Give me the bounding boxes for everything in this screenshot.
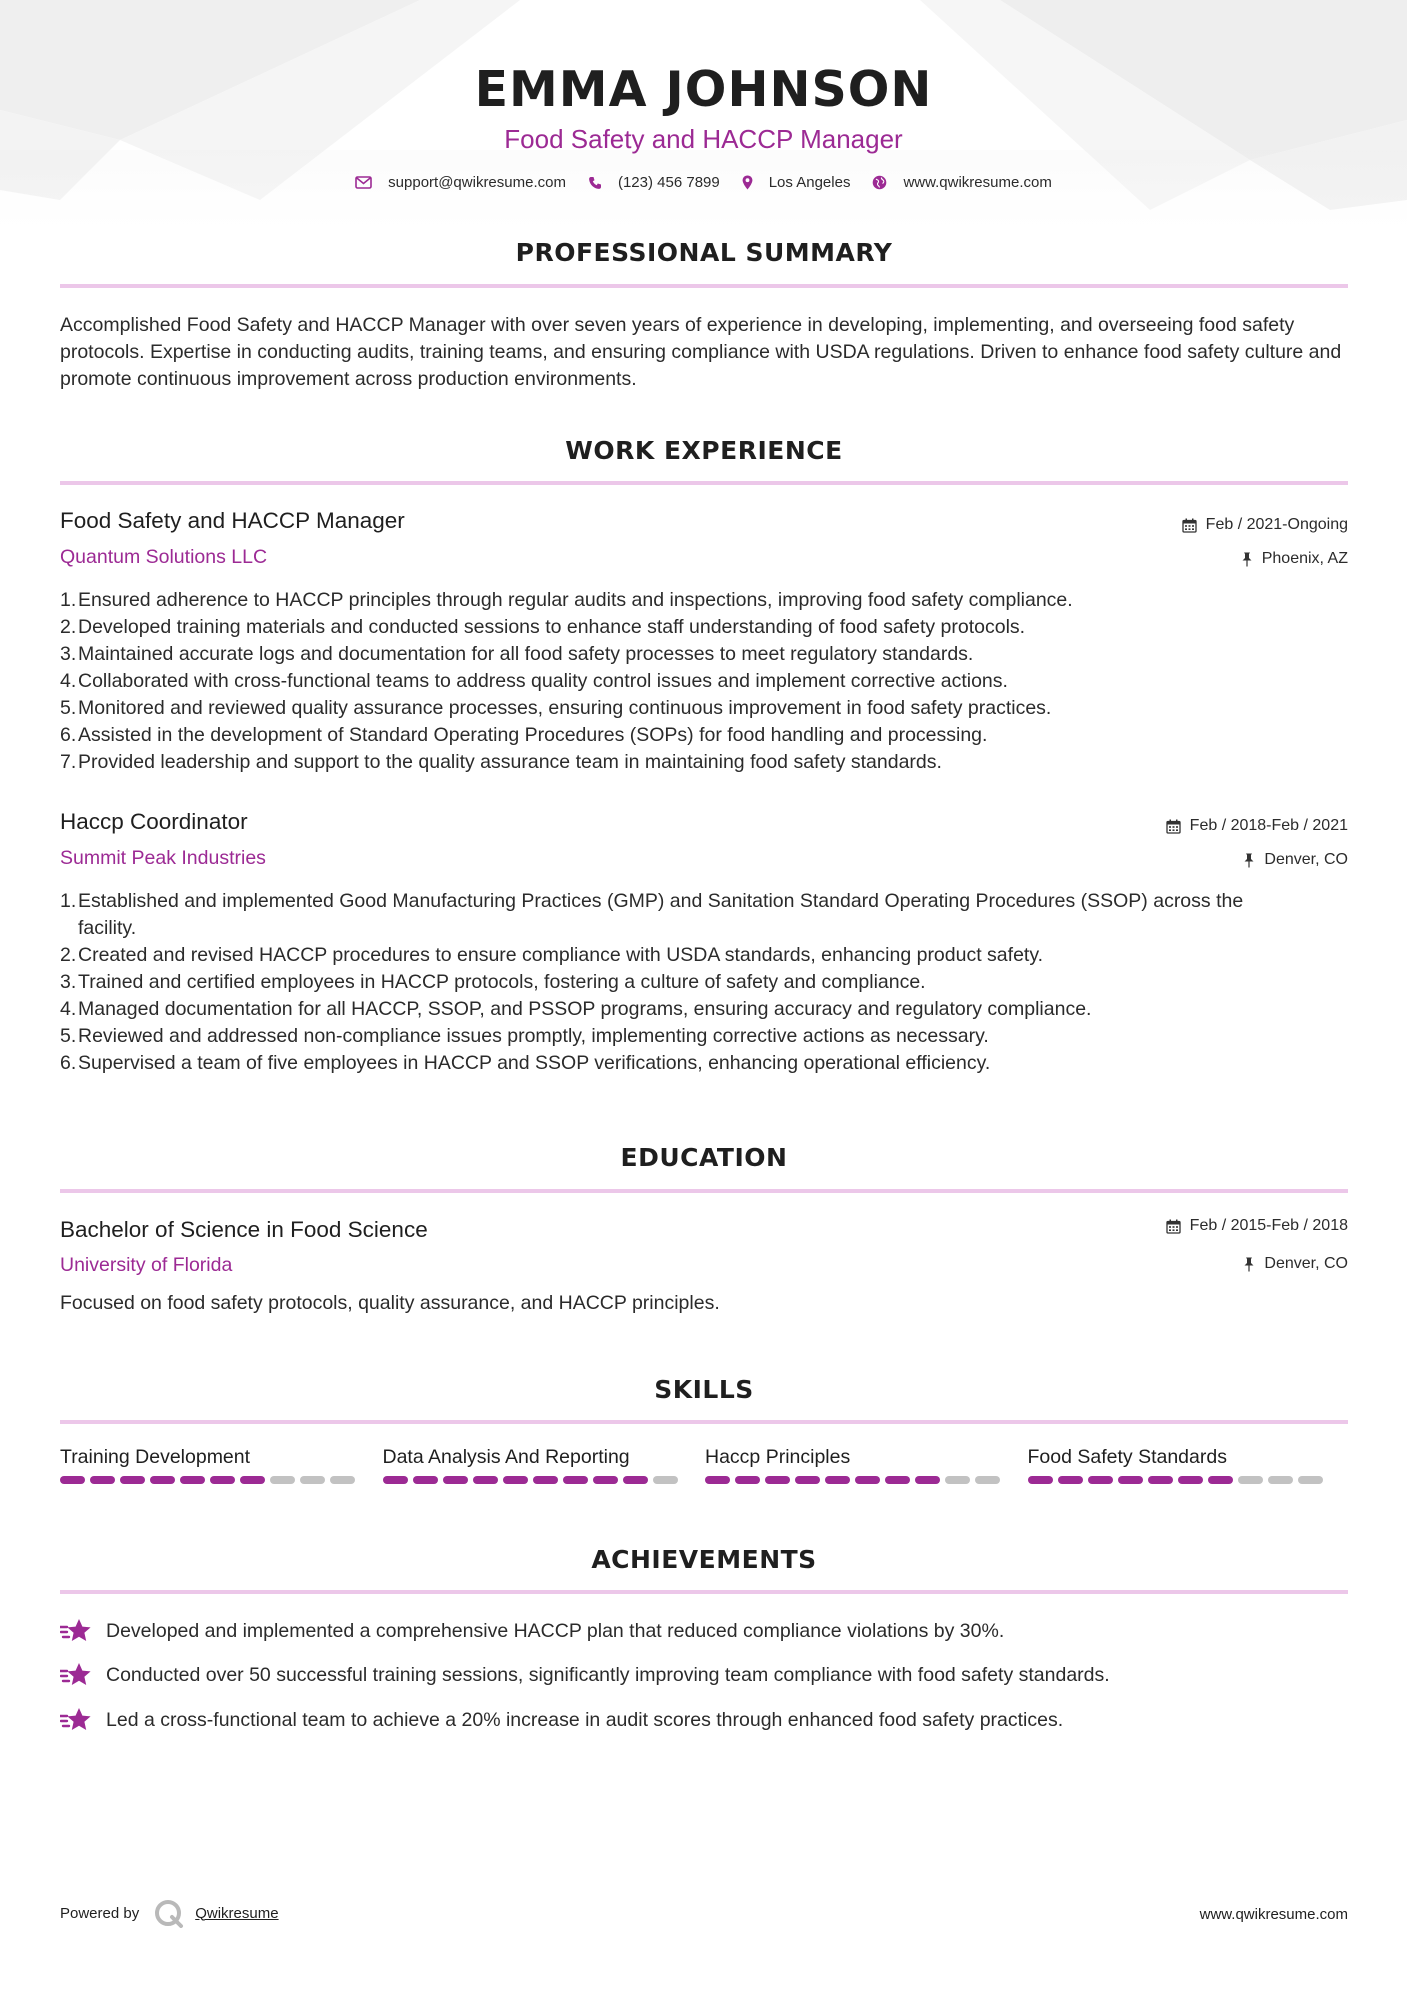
skill-segment-filled — [563, 1476, 588, 1484]
map-pin-icon — [742, 175, 753, 190]
skill-item — [1028, 1446, 1351, 1484]
skill-segment-filled — [150, 1476, 175, 1484]
contact-email[interactable] — [355, 174, 566, 191]
list-item: Maintained accurate logs and documentation for all food safety processes to meet regulatory standards. — [78, 643, 974, 665]
star-icon — [60, 1707, 92, 1733]
skill-segment-filled — [623, 1476, 648, 1484]
job-dates-text: Feb / 2018-Feb / 2021 — [1189, 817, 1348, 834]
skill-segment-empty — [1238, 1476, 1263, 1484]
education-divider — [60, 1189, 1348, 1193]
skill-segment-empty — [653, 1476, 678, 1484]
education-heading: EDUCATION — [620, 1143, 788, 1172]
list-item: Reviewed and addressed non-compliance issues promptly, implementing corrective actions as necessary. — [78, 1025, 989, 1047]
contact-bar — [0, 174, 1407, 191]
skill-segment-empty — [270, 1476, 295, 1484]
contact-location-text: Los Angeles — [768, 174, 851, 191]
skill-segment-filled — [593, 1476, 618, 1484]
list-item: Collaborated with cross-functional teams to address quality control issues and implement corrective actions. — [78, 670, 1008, 692]
job-dates — [1166, 817, 1348, 835]
skill-segment-filled — [473, 1476, 498, 1484]
skill-segment-empty — [975, 1476, 1000, 1484]
skills-grid — [60, 1446, 1350, 1484]
skill-segment-empty — [1298, 1476, 1323, 1484]
achievements-heading: ACHIEVEMENTS — [591, 1545, 817, 1574]
envelope-icon — [355, 176, 372, 189]
list-item: Managed documentation for all HACCP, SSOP, and PSSOP programs, ensuring accuracy and regulatory compliance. — [78, 998, 1092, 1020]
job-title: Haccp Coordinator — [60, 809, 248, 834]
job-title: Food Safety and HACCP Manager — [60, 508, 405, 533]
job-duties-list — [60, 587, 1300, 776]
skill-segment-filled — [735, 1476, 760, 1484]
skills-divider — [60, 1420, 1348, 1424]
education-dates-text: Feb / 2015-Feb / 2018 — [1189, 1217, 1348, 1234]
achievement-text: Conducted over 50 successful training sessions, significantly improving team compliance with food safety standards. — [106, 1663, 1110, 1686]
candidate-name: EMMA JOHNSON — [474, 61, 933, 118]
footer-url[interactable]: www.qwikresume.com — [1199, 1906, 1348, 1923]
list-item: Established and implemented Good Manufacturing Practices (GMP) and Sanitation Standard Operating Procedures (SSOP) across the facility. — [78, 890, 1244, 939]
skill-level-bar — [705, 1476, 1028, 1484]
degree-title: Bachelor of Science in Food Science — [60, 1217, 428, 1242]
list-item: Trained and certified employees in HACCP protocols, fostering a culture of safety and compliance. — [78, 971, 926, 993]
list-item: Ensured adherence to HACCP principles through regular audits and inspections, improving food safety compliance. — [78, 589, 1073, 611]
pushpin-icon — [1243, 853, 1255, 868]
skill-name: Data Analysis And Reporting — [382, 1446, 630, 1468]
powered-by-label: Powered by — [60, 1904, 140, 1922]
skill-name: Haccp Principles — [705, 1446, 851, 1468]
skill-item — [705, 1446, 1028, 1484]
job-dates-text: Feb / 2021-Ongoing — [1205, 516, 1348, 533]
skills-heading: SKILLS — [654, 1375, 754, 1404]
contact-phone-text: (123) 456 7899 — [617, 174, 720, 191]
phone-icon — [588, 176, 602, 190]
job-location-text: Phoenix, AZ — [1261, 550, 1348, 567]
calendar-icon — [1182, 518, 1197, 533]
skill-segment-filled — [795, 1476, 820, 1484]
skill-segment-filled — [90, 1476, 115, 1484]
skill-item — [60, 1446, 383, 1484]
job-duties-list — [60, 888, 1300, 1077]
skill-segment-filled — [915, 1476, 940, 1484]
job-location — [1243, 851, 1348, 869]
job-company: Quantum Solutions LLC — [60, 546, 268, 568]
list-item: Monitored and reviewed quality assurance processes, ensuring continuous improvement in food safety practices. — [78, 697, 1052, 719]
list-item: Assisted in the development of Standard Operating Procedures (SOPs) for food handling and processing. — [78, 724, 988, 746]
skill-segment-filled — [60, 1476, 85, 1484]
skill-segment-filled — [1118, 1476, 1143, 1484]
skill-segment-filled — [443, 1476, 468, 1484]
skill-segment-filled — [120, 1476, 145, 1484]
skill-segment-filled — [1028, 1476, 1053, 1484]
contact-email-text: support@qwikresume.com — [388, 174, 566, 191]
skill-segment-filled — [180, 1476, 205, 1484]
job-company: Summit Peak Industries — [60, 847, 266, 869]
calendar-icon — [1166, 819, 1181, 834]
skill-segment-filled — [885, 1476, 910, 1484]
skill-segment-filled — [533, 1476, 558, 1484]
list-item: Supervised a team of five employees in HACCP and SSOP verifications, enhancing operational efficiency. — [78, 1052, 991, 1074]
summary-divider — [60, 284, 1348, 288]
candidate-title: Food Safety and HACCP Manager — [504, 124, 903, 154]
skill-segment-filled — [1208, 1476, 1233, 1484]
skill-segment-filled — [413, 1476, 438, 1484]
resume-header — [0, 58, 1407, 191]
education-location-text: Denver, CO — [1264, 1255, 1348, 1272]
skill-segment-filled — [855, 1476, 880, 1484]
job-location — [1241, 550, 1348, 568]
skill-segment-filled — [210, 1476, 235, 1484]
skill-segment-filled — [503, 1476, 528, 1484]
skill-level-bar — [383, 1476, 706, 1484]
skill-name: Food Safety Standards — [1027, 1446, 1227, 1468]
skill-segment-filled — [825, 1476, 850, 1484]
skill-segment-filled — [1088, 1476, 1113, 1484]
summary-heading: PROFESSIONAL SUMMARY — [515, 238, 893, 267]
globe-icon — [872, 175, 887, 190]
star-icon — [60, 1662, 92, 1688]
skill-segment-filled — [705, 1476, 730, 1484]
achievement-text: Led a cross-functional team to achieve a 20% increase in audit scores through enhanced food safety practices. — [106, 1708, 1064, 1731]
skill-level-bar — [1028, 1476, 1351, 1484]
contact-phone[interactable] — [588, 174, 720, 191]
skill-segment-filled — [1058, 1476, 1083, 1484]
pushpin-icon — [1243, 1257, 1255, 1272]
skill-segment-empty — [945, 1476, 970, 1484]
footer-powered-by — [60, 1898, 279, 1928]
skill-segment-filled — [1148, 1476, 1173, 1484]
skill-segment-filled — [1178, 1476, 1203, 1484]
qwikresume-link[interactable]: Qwikresume — [195, 1904, 279, 1922]
job-dates — [1182, 516, 1348, 534]
skill-level-bar — [60, 1476, 383, 1484]
achievement-text: Developed and implemented a comprehensive HACCP plan that reduced compliance violations by 30%. — [106, 1619, 1005, 1642]
education-dates — [1166, 1217, 1348, 1235]
list-item: Created and revised HACCP procedures to ensure compliance with USDA standards, enhancing product safety. — [78, 944, 1044, 966]
skill-segment-empty — [330, 1476, 355, 1484]
star-icon — [60, 1618, 92, 1644]
contact-location — [742, 174, 851, 191]
job-location-text: Denver, CO — [1264, 851, 1348, 868]
achievement-item — [60, 1707, 1063, 1733]
skill-name: Training Development — [60, 1446, 251, 1468]
achievement-item — [60, 1618, 1004, 1644]
education-description: Focused on food safety protocols, quality assurance, and HACCP principles. — [60, 1292, 720, 1314]
skill-segment-filled — [383, 1476, 408, 1484]
achievement-item — [60, 1662, 1110, 1688]
qwikresume-logo-icon — [153, 1898, 187, 1928]
pushpin-icon — [1241, 552, 1253, 567]
skill-segment-empty — [1268, 1476, 1293, 1484]
school-name: University of Florida — [60, 1254, 233, 1276]
skill-segment-empty — [300, 1476, 325, 1484]
calendar-icon — [1166, 1219, 1181, 1234]
experience-heading: WORK EXPERIENCE — [565, 436, 843, 465]
list-item: Provided leadership and support to the quality assurance team in maintaining food safety standards. — [78, 751, 942, 773]
experience-divider — [60, 481, 1348, 485]
skill-segment-filled — [240, 1476, 265, 1484]
skill-segment-filled — [765, 1476, 790, 1484]
summary-text: Accomplished Food Safety and HACCP Manager with over seven years of experience in developing, implementing, and overseeing food safety protocols. Expertise in conducting audits, training teams, and ensuring compliance with USDA regulations. Driven to enhance food safety culture and promote continuous improvement across production environments. — [60, 314, 1342, 390]
education-location — [1243, 1255, 1348, 1273]
list-item: Developed training materials and conducted sessions to enhance staff understanding of food safety protocols. — [78, 616, 1026, 638]
skill-item — [383, 1446, 706, 1484]
contact-website-text: www.qwikresume.com — [903, 174, 1052, 191]
achievements-divider — [60, 1590, 1348, 1594]
contact-website[interactable] — [872, 174, 1051, 191]
